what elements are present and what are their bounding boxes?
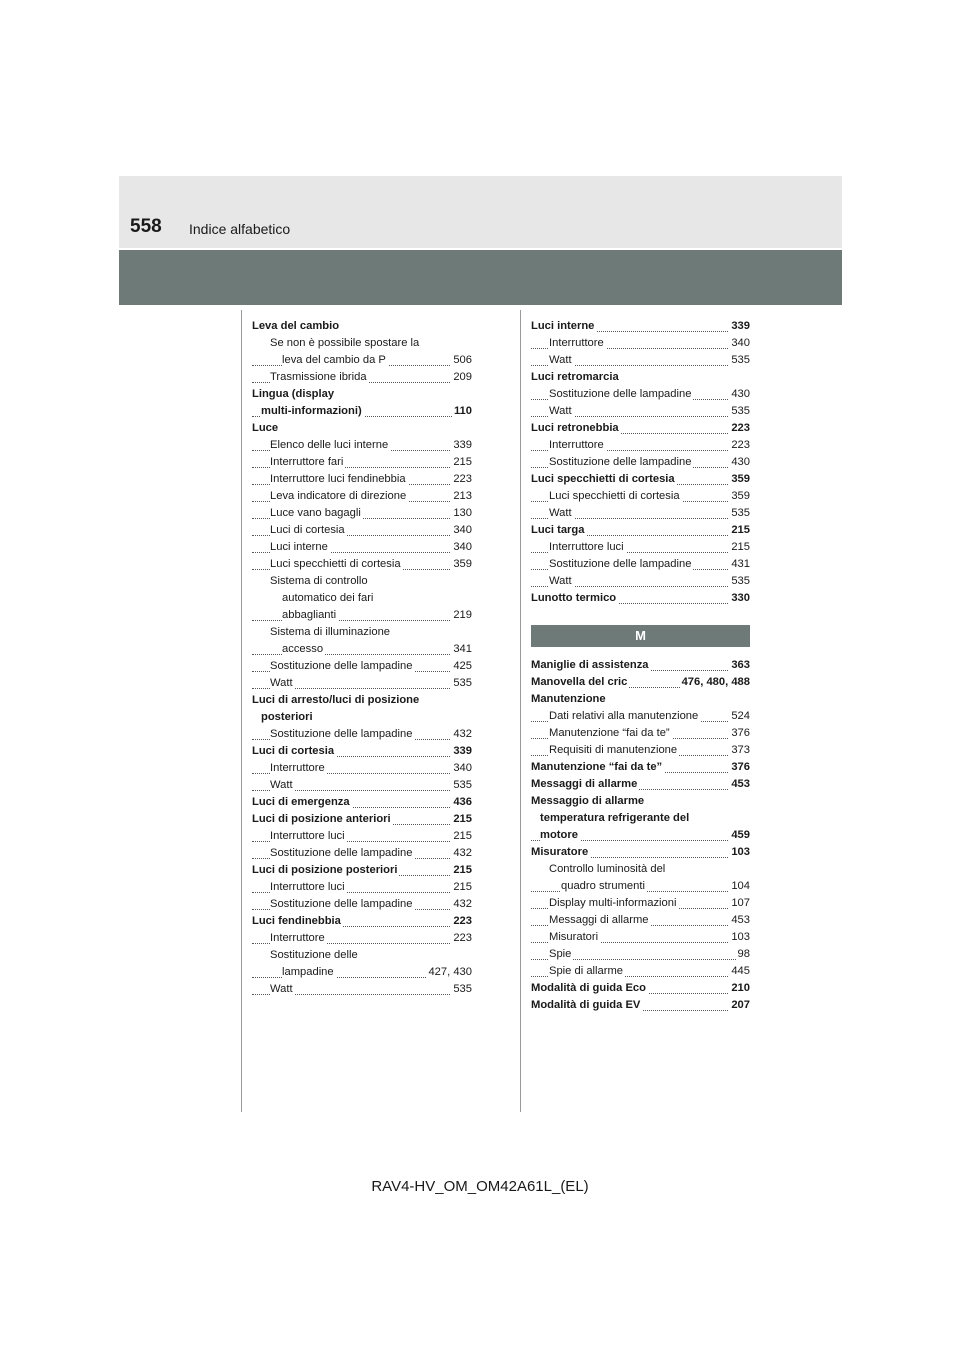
entry-page-number: 207: [729, 997, 750, 1014]
index-entry: [252, 794, 472, 811]
entry-page-number: 459: [729, 827, 750, 844]
entry-label: motore: [540, 829, 578, 841]
entry-page-number: 359: [729, 488, 750, 505]
entry-label: Spie di allarme: [549, 965, 623, 977]
column-divider-left: [241, 310, 242, 1112]
index-subentry: [252, 845, 472, 862]
entry-label: Sostituzione delle lampadine: [549, 558, 692, 570]
index-subentry: [252, 760, 472, 777]
index-entry: [531, 522, 750, 539]
entry-label: Interruttore: [270, 932, 325, 944]
index-subentry: [531, 352, 750, 369]
entry-label: Watt: [549, 507, 572, 519]
index-subentry: [531, 946, 750, 963]
entry-label: Sostituzione delle lampadine: [549, 388, 692, 400]
entry-label: Watt: [270, 677, 293, 689]
entry-page-number: 363: [729, 657, 750, 674]
index-subentry: [252, 624, 472, 641]
entry-page-number: 130: [451, 505, 472, 522]
entry-page-number: 110: [452, 403, 472, 420]
index-entry: [531, 793, 750, 810]
index-subentry: [531, 861, 750, 878]
index-subentry: [252, 726, 472, 743]
entry-page-number: 223: [729, 420, 750, 437]
entry-label: Interruttore: [549, 337, 604, 349]
entry-label: Interruttore luci: [549, 541, 624, 553]
index-entry: [531, 980, 750, 997]
index-subentry: [252, 930, 472, 947]
index-subentry: [531, 539, 750, 556]
entry-page-number: 213: [451, 488, 472, 505]
entry-page-number: 215: [451, 454, 472, 471]
entry-label: Sostituzione delle lampadine: [270, 660, 413, 672]
entry-label: quadro strumenti: [561, 880, 645, 892]
entry-label: Modalità di guida Eco: [531, 982, 646, 994]
entry-page-number: 535: [729, 505, 750, 522]
entry-page-number: 330: [729, 590, 750, 607]
entry-page-number: 219: [451, 607, 472, 624]
entry-page-number: 535: [451, 675, 472, 692]
index-entry: [252, 811, 472, 828]
title-band: [119, 250, 842, 305]
index-subentry: [252, 641, 472, 658]
entry-page-number: 215: [729, 522, 750, 539]
entry-page-number: 432: [451, 845, 472, 862]
entry-page-number: 373: [729, 742, 750, 759]
index-subentry: [531, 963, 750, 980]
index-entry: [252, 913, 472, 930]
entry-label: Watt: [549, 354, 572, 366]
entry-page-number: 215: [451, 862, 472, 879]
index-entry: [252, 692, 472, 709]
index-entry: [531, 318, 750, 335]
entry-page-number: 359: [729, 471, 750, 488]
index-column-2: [531, 318, 750, 1014]
index-subentry: [252, 522, 472, 539]
document-code: RAV4-HV_OM_OM42A61L_(EL): [371, 1178, 589, 1195]
index-entry: [531, 420, 750, 437]
index-subentry: [531, 708, 750, 725]
entry-label: Watt: [270, 983, 293, 995]
entry-label: Lunotto termico: [531, 592, 617, 604]
index-entry: [252, 743, 472, 760]
entry-label: Luci specchietti di cortesia: [549, 490, 680, 502]
entry-page-number: 431: [729, 556, 750, 573]
entry-label: Manutenzione: [531, 693, 606, 705]
entry-label: Manutenzione “fai da te”: [531, 761, 663, 773]
entry-label: Luci fendinebbia: [252, 915, 341, 927]
entry-page-number: 340: [451, 539, 472, 556]
entry-label: Watt: [270, 779, 293, 791]
index-subentry: [252, 607, 472, 624]
entry-label: Luci di cortesia: [270, 524, 345, 536]
entry-page-number: 359: [451, 556, 472, 573]
entry-label: Spie: [549, 948, 572, 960]
index-subentry: [531, 386, 750, 403]
entry-label: Display multi-informazioni: [549, 897, 677, 909]
index-subentry: [252, 777, 472, 794]
index-subentry: [531, 573, 750, 590]
entry-page-number: 340: [451, 760, 472, 777]
entry-page-number: 506: [451, 352, 472, 369]
entry-label: Messaggi di allarme: [531, 778, 638, 790]
entry-page-number: 453: [729, 776, 750, 793]
entry-label: Manutenzione “fai da te”: [549, 727, 670, 739]
index-column-1: [252, 318, 472, 998]
entry-label: Interruttore luci: [270, 830, 345, 842]
entry-label: Sistema di illuminazione: [270, 626, 391, 638]
entry-label: Messaggio di allarme: [531, 795, 645, 807]
entry-page-number: 107: [729, 895, 750, 912]
index-entry: [531, 844, 750, 861]
entry-label: Leva indicatore di direzione: [270, 490, 407, 502]
entry-label: Luci interne: [270, 541, 328, 553]
entry-label: Watt: [549, 405, 572, 417]
entry-label: Luci di posizione posteriori: [252, 864, 398, 876]
entry-label: Leva del cambio: [252, 320, 340, 332]
entry-page-number: 341: [451, 641, 472, 658]
index-entry: [531, 657, 750, 674]
entry-label: Misuratori: [549, 931, 599, 943]
entry-label: Dati relativi alla manutenzione: [549, 710, 699, 722]
index-subentry: [531, 895, 750, 912]
entry-page-number: 339: [729, 318, 750, 335]
entry-label: Interruttore fari: [270, 456, 344, 468]
entry-label: Elenco delle luci interne: [270, 439, 389, 451]
entry-page-number: 453: [729, 912, 750, 929]
entry-page-number: 425: [451, 658, 472, 675]
entry-label: Interruttore luci fendinebbia: [270, 473, 406, 485]
index-entry: [252, 386, 472, 403]
index-entry: [531, 590, 750, 607]
index-entry: [531, 810, 750, 827]
entry-page-number: 215: [729, 539, 750, 556]
entry-page-number: 535: [729, 403, 750, 420]
entry-label: Luci di posizione anteriori: [252, 813, 391, 825]
entry-label: Luci specchietti di cortesia: [270, 558, 401, 570]
entry-label: Luci di arresto/luci di posizione: [252, 694, 420, 706]
entry-page-number: 376: [729, 725, 750, 742]
entry-page-number: 223: [729, 437, 750, 454]
entry-page-number: 535: [451, 981, 472, 998]
entry-page-number: 430: [729, 454, 750, 471]
entry-page-number: 340: [729, 335, 750, 352]
index-subentry: [531, 725, 750, 742]
entry-label: Interruttore luci: [270, 881, 345, 893]
index-subentry: [531, 929, 750, 946]
entry-page-number: 215: [451, 879, 472, 896]
entry-page-number: 476, 480, 488: [680, 674, 750, 691]
entry-label: Sostituzione delle: [270, 949, 358, 961]
index-entry: [531, 674, 750, 691]
entry-label: lampadine: [282, 966, 334, 978]
index-subentry: [252, 981, 472, 998]
entry-label: automatico dei fari: [282, 592, 374, 604]
index-subentry: [252, 573, 472, 590]
index-entry: [531, 369, 750, 386]
index-subentry: [252, 352, 472, 369]
index-subentry: [252, 369, 472, 386]
letter-heading: M: [531, 625, 750, 647]
index-subentry: [252, 896, 472, 913]
index-subentry: [252, 590, 472, 607]
entry-page-number: 339: [451, 743, 472, 760]
entry-label: Luce vano bagagli: [270, 507, 361, 519]
index-entry: [252, 318, 472, 335]
entry-label: Luci specchietti di cortesia: [531, 473, 675, 485]
index-subentry: [252, 454, 472, 471]
entry-page-number: 430: [729, 386, 750, 403]
entry-page-number: 210: [729, 980, 750, 997]
entry-label: Se non è possibile spostare la: [270, 337, 420, 349]
page-number: 558: [130, 216, 162, 237]
header-band: [119, 176, 842, 248]
index-entry: [252, 862, 472, 879]
index-entry: [252, 420, 472, 437]
entry-page-number: 223: [451, 471, 472, 488]
entry-page-number: 340: [451, 522, 472, 539]
entry-label: Luci di cortesia: [252, 745, 335, 757]
entry-label: Sostituzione delle lampadine: [270, 847, 413, 859]
entry-page-number: 209: [451, 369, 472, 386]
entry-page-number: 223: [451, 930, 472, 947]
index-subentry: [252, 675, 472, 692]
entry-page-number: 103: [729, 844, 750, 861]
index-subentry: [531, 742, 750, 759]
entry-page-number: 376: [729, 759, 750, 776]
entry-label: Luci retromarcia: [531, 371, 619, 383]
entry-label: Manovella del cric: [531, 676, 628, 688]
index-entry: [531, 776, 750, 793]
index-entry: [531, 691, 750, 708]
entry-page-number: 535: [729, 352, 750, 369]
entry-page-number: 103: [729, 929, 750, 946]
entry-label: Interruttore: [270, 762, 325, 774]
column-divider-right: [520, 310, 521, 1112]
entry-page-number: 432: [451, 896, 472, 913]
index-subentry: [531, 488, 750, 505]
entry-page-number: 535: [729, 573, 750, 590]
index-subentry: [252, 879, 472, 896]
entry-label: Sistema di controllo: [270, 575, 368, 587]
entry-label: Maniglie di assistenza: [531, 659, 649, 671]
index-subentry: [531, 403, 750, 420]
index-entry: [531, 471, 750, 488]
index-subentry: [252, 471, 472, 488]
index-entry: [252, 709, 472, 726]
entry-label: leva del cambio da P: [282, 354, 386, 366]
entry-page-number: 436: [451, 794, 472, 811]
entry-label: Interruttore: [549, 439, 604, 451]
entry-label: Trasmissione ibrida: [270, 371, 367, 383]
entry-label: abbaglianti: [282, 609, 337, 621]
section-title: Indice alfabetico: [189, 221, 291, 237]
entry-label: accesso: [282, 643, 324, 655]
index-subentry: [531, 912, 750, 929]
entry-label: temperatura refrigerante del: [540, 812, 690, 824]
entry-page-number: 215: [451, 811, 472, 828]
entry-label: Luci di emergenza: [252, 796, 350, 808]
entry-label: Requisiti di manutenzione: [549, 744, 678, 756]
index-subentry: [531, 878, 750, 895]
entry-page-number: 223: [451, 913, 472, 930]
index-subentry: [531, 437, 750, 454]
index-subentry: [531, 335, 750, 352]
entry-page-number: 524: [729, 708, 750, 725]
entry-page-number: 215: [451, 828, 472, 845]
index-subentry: [252, 539, 472, 556]
entry-page-number: 535: [451, 777, 472, 794]
entry-label: Luci interne: [531, 320, 595, 332]
entry-label: Sostituzione delle lampadine: [270, 728, 413, 740]
entry-page-number: 339: [451, 437, 472, 454]
entry-page-number: 445: [729, 963, 750, 980]
entry-label: Controllo luminosità del: [549, 863, 666, 875]
entry-label: Modalità di guida EV: [531, 999, 641, 1011]
index-subentry: [252, 947, 472, 964]
index-subentry: [252, 437, 472, 454]
index-subentry: [252, 658, 472, 675]
index-subentry: [252, 964, 472, 981]
entry-label: posteriori: [261, 711, 313, 723]
index-subentry: [531, 454, 750, 471]
entry-page-number: 104: [729, 878, 750, 895]
index-subentry: [252, 505, 472, 522]
entry-label: Messaggi di allarme: [549, 914, 649, 926]
entry-label: Sostituzione delle lampadine: [549, 456, 692, 468]
entry-page-number: 98: [736, 946, 750, 963]
index-subentry: [252, 828, 472, 845]
entry-label: Luci targa: [531, 524, 585, 536]
entry-label: Luce: [252, 422, 279, 434]
entry-label: Sostituzione delle lampadine: [270, 898, 413, 910]
entry-label: Watt: [549, 575, 572, 587]
index-subentry: [252, 556, 472, 573]
index-entry: [531, 827, 750, 844]
index-subentry: [531, 505, 750, 522]
index-entry: [252, 403, 472, 420]
entry-label: Lingua (display: [252, 388, 335, 400]
entry-page-number: 432: [451, 726, 472, 743]
index-subentry: [252, 488, 472, 505]
entry-label: Misuratore: [531, 846, 589, 858]
index-subentry: [531, 556, 750, 573]
index-entry: [531, 759, 750, 776]
index-subentry: [252, 335, 472, 352]
index-entry: [531, 997, 750, 1014]
entry-label: Luci retronebbia: [531, 422, 619, 434]
entry-page-number: 427, 430: [426, 964, 472, 981]
entry-label: multi-informazioni): [261, 405, 362, 417]
